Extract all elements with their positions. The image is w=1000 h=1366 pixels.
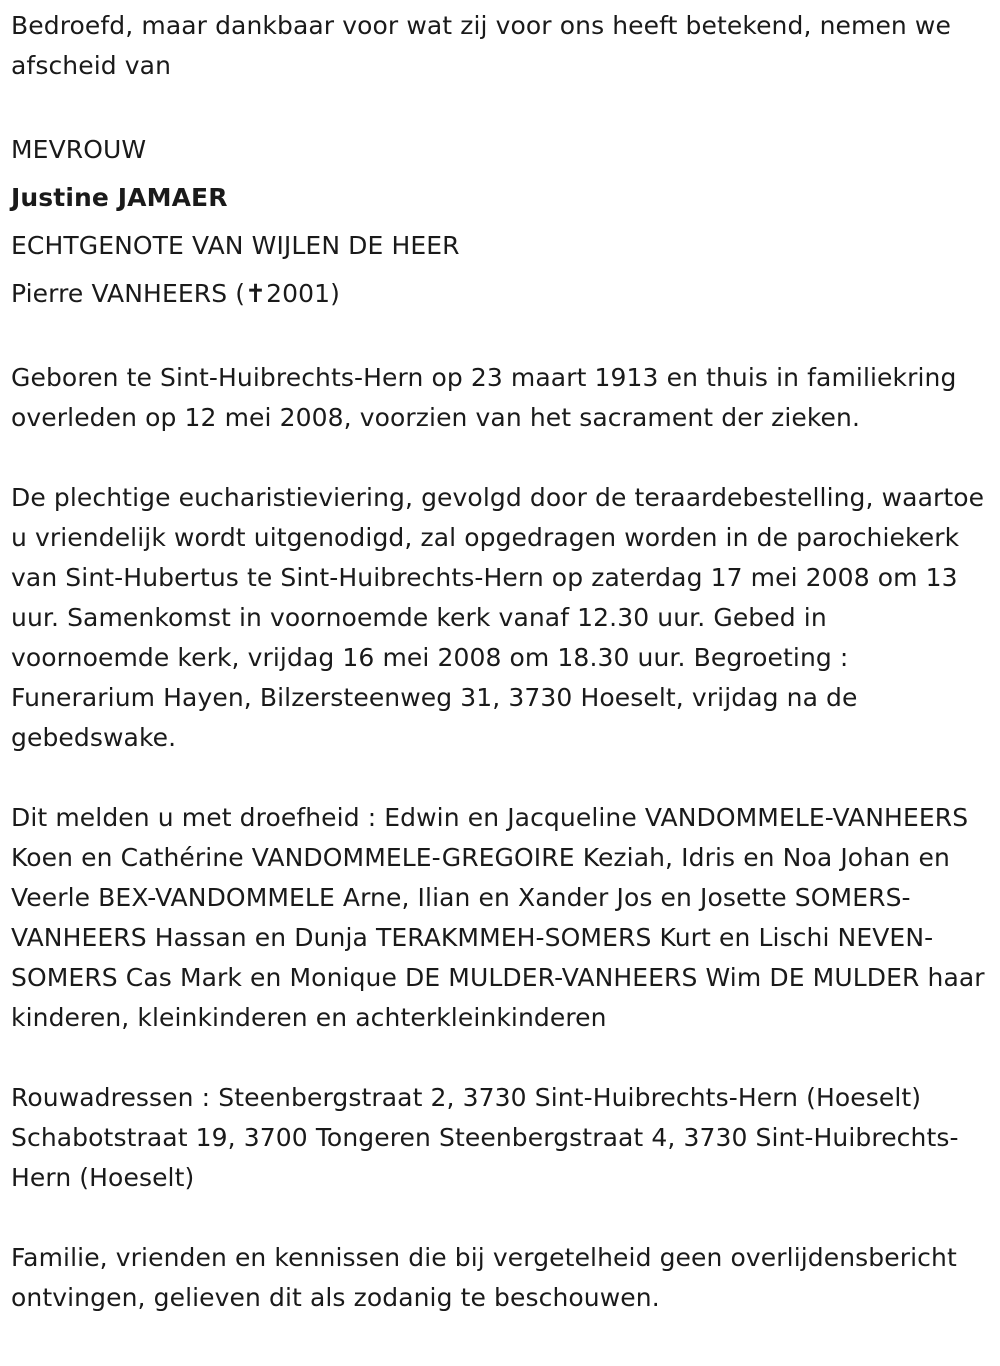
spacer xyxy=(11,758,986,798)
birth-death-text: Geboren te Sint-Huibrechts-Hern op 23 maart 1913 en thuis in familiekring overleden op 12 mei 2008, voorzien van het sacrament der zieken. xyxy=(11,363,957,432)
family-text: Dit melden u met droefheid : Edwin en Jacqueline VANDOMMELE-VANHEERS Koen en Cathérine VANDOMMELE-GREGOIRE Keziah, Idris en Noa Johan en Veerle BEX-VANDOMMELE Arne, Ilian en Xander Jos en Josette SOMERS-VANHEERS Hassan en Dunja TERAKMMEH-SOMERS Kurt en Lischi NEVEN-SOMERS Cas Mark en Monique DE MULDER-VANHEERS Wim DE MULDER haar kinderen, kleinkinderen en achterkleinkinderen xyxy=(11,803,985,1032)
spacer xyxy=(11,438,986,478)
spacer xyxy=(11,318,986,358)
deceased-name: Justine JAMAER xyxy=(11,183,228,212)
spacer xyxy=(11,1038,986,1078)
spouse-name: Pierre VANHEERS (✝2001) xyxy=(11,279,341,308)
spouse-label: ECHTGENOTE VAN WIJLEN DE HEER xyxy=(11,231,460,260)
honorific: MEVROUW xyxy=(11,135,147,164)
obituary-notice xyxy=(11,0,986,1318)
intro-text: Bedroefd, maar dankbaar voor wat zij voor ons heeft betekend, nemen we afscheid van xyxy=(11,11,951,80)
service-text: De plechtige eucharistieviering, gevolgd door de teraardebestelling, waartoe u vriendelijk wordt uitgenodigd, zal opgedragen worden in de parochiekerk van Sint-Hubertus te Sint-Huibrechts-Hern op zaterdag 17 mei 2008 om 13 uur. Samenkomst in voornoemde kerk vanaf 12.30 uur. Gebed in voornoemde kerk, vrijdag 16 mei 2008 om 18.30 uur. Begroeting : Funerarium Hayen, Bilzersteenweg 31, 3730 Hoeselt, vrijdag na de gebedswake. xyxy=(11,483,985,752)
addresses-text: Rouwadressen : Steenbergstraat 2, 3730 Sint-Huibrechts-Hern (Hoeselt) Schabotstraat 19, 3700 Tongeren Steenbergstraat 4, 3730 Sint-Huibrechts-Hern (Hoeselt) xyxy=(11,1083,959,1192)
spacer xyxy=(11,1198,986,1238)
spacer xyxy=(11,86,986,126)
closing-text: Familie, vrienden en kennissen die bij vergetelheid geen overlijdensbericht ontvingen, gelieven dit als zodanig te beschouwen. xyxy=(11,1243,957,1312)
